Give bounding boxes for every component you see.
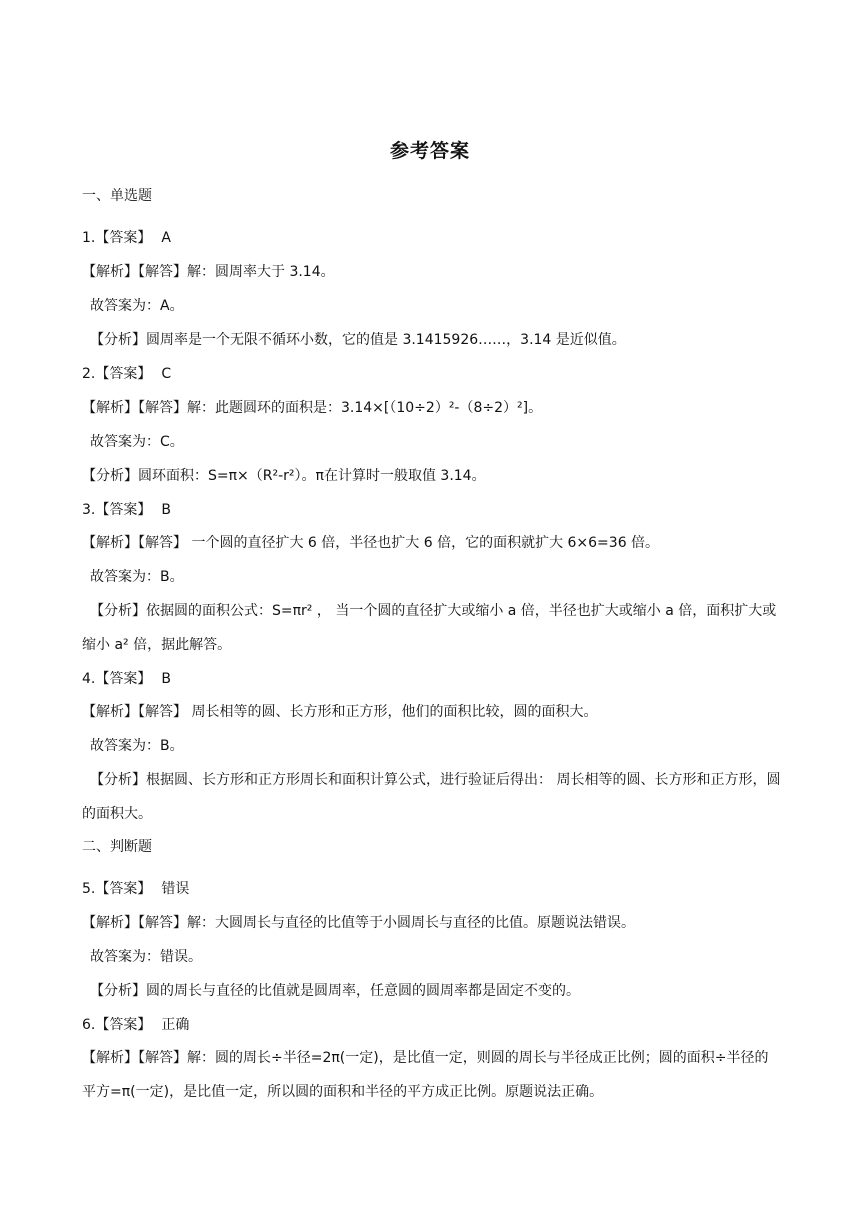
q6-analysis: 【解析】【解答】解：圆的周长÷半径=2π(一定)，是比值一定，则圆的周长与半径成正比例；圆的面积÷半径的平方=π(一定)，是比值一定，所以圆的面积和半径的平方成正比例。原题说法正确。 — [82, 1050, 769, 1100]
q6-answer-value: 正确 — [161, 1017, 190, 1033]
q2-conclusion: 故答案为：C。 — [90, 434, 184, 450]
q4-answer-value: B — [161, 671, 171, 687]
q3-answer-row — [82, 500, 782, 520]
q4-conclusion: 故答案为：B。 — [90, 738, 184, 754]
q2-analysis: 【解析】【解答】解：此题圆环的面积是：3.14×[（10÷2）²-（8÷2）²]。 — [82, 400, 543, 416]
q4-answer-row — [82, 669, 782, 689]
q5-answer-row — [82, 879, 782, 899]
section-heading-single-choice: 一、单选题 — [82, 188, 152, 204]
section-heading-true-false: 二、判断题 — [82, 839, 152, 855]
q3-conclusion: 故答案为：B。 — [90, 569, 184, 585]
q2-answer-row — [82, 364, 782, 384]
q3-answer-label: 3.【答案】 — [82, 502, 152, 518]
q5-answer-label: 5.【答案】 — [82, 881, 152, 897]
q4-answer-label: 4.【答案】 — [82, 671, 152, 687]
q1-analysis: 【解析】【解答】解：圆周率大于 3.14。 — [82, 264, 335, 280]
q3-analysis: 【解析】【解答】 一个圆的直径扩大 6 倍，半径也扩大 6 倍，它的面积就扩大 6×6=36 倍。 — [82, 535, 660, 551]
q2-note: 【分析】圆环面积：S=π×（R²-r²）。π在计算时一般取值 3.14。 — [82, 468, 486, 484]
q3-note: 【分析】依据圆的面积公式：S=πr² ， 当一个圆的直径扩大或缩小 a 倍，半径也扩大或缩小 a 倍，面积扩大或缩小 a² 倍，据此解答。 — [82, 603, 777, 653]
q1-note: 【分析】圆周率是一个无限不循环小数，它的值是 3.1415926……，3.14 是近似值。 — [90, 332, 626, 348]
q3-answer-value: B — [161, 502, 171, 518]
q1-answer-value: A — [161, 230, 171, 246]
q6-answer-label: 6.【答案】 — [82, 1017, 152, 1033]
q1-answer-label: 1.【答案】 — [82, 230, 152, 246]
q1-conclusion: 故答案为：A。 — [90, 298, 184, 314]
q4-analysis: 【解析】【解答】 周长相等的圆、长方形和正方形，他们的面积比较，圆的面积大。 — [82, 704, 598, 720]
q5-answer-value: 错误 — [161, 881, 190, 897]
q5-note: 【分析】圆的周长与直径的比值就是圆周率，任意圆的圆周率都是固定不变的。 — [90, 983, 580, 999]
q5-conclusion: 故答案为：错误。 — [90, 949, 202, 965]
q2-answer-value: C — [161, 366, 172, 382]
q5-analysis: 【解析】【解答】解：大圆周长与直径的比值等于小圆周长与直径的比值。原题说法错误。 — [82, 915, 635, 931]
q1-answer-row — [82, 228, 782, 248]
q2-answer-label: 2.【答案】 — [82, 366, 152, 382]
q6-answer-row — [82, 1015, 782, 1035]
page-title: 参考答案 — [389, 140, 470, 162]
q4-note: 【分析】根据圆、长方形和正方形周长和面积计算公式，进行验证后得出： 周长相等的圆、长方形和正方形，圆的面积大。 — [82, 772, 781, 822]
